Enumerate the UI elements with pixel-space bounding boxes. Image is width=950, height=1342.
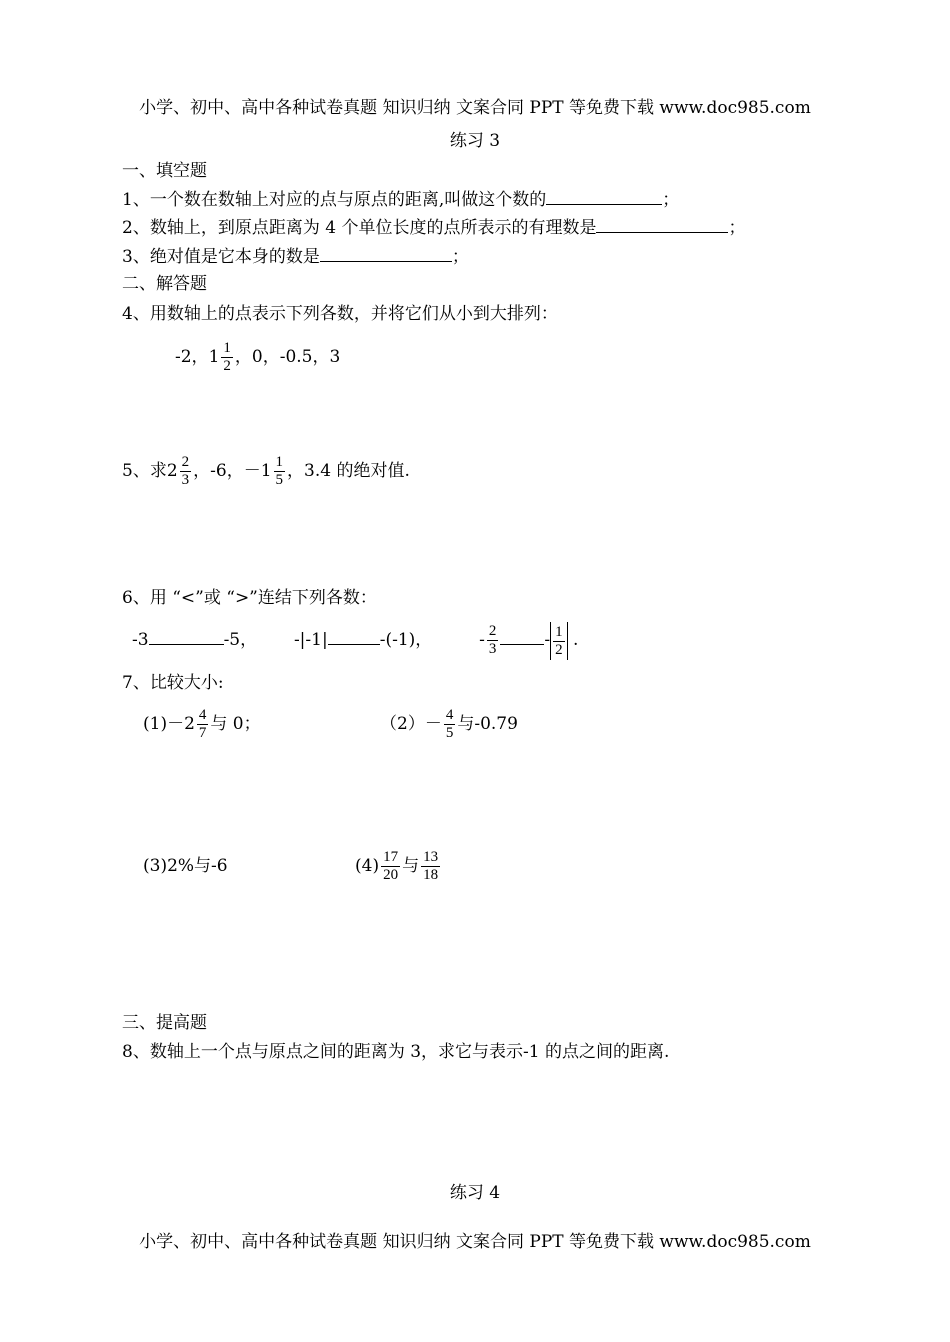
question-5	[122, 452, 410, 490]
part-text: 与	[402, 856, 420, 876]
denominator: 3	[181, 472, 190, 488]
page-header: 小学、初中、高中各种试卷真题 知识归纳 文案合同 PPT 等免费下载 www.doc985.com	[139, 98, 811, 118]
fraction	[421, 849, 440, 884]
question-3-text: 3、绝对值是它本身的数是	[122, 247, 320, 267]
numerator: 1	[555, 623, 563, 640]
denominator: 2	[223, 358, 231, 374]
absolute-value	[550, 622, 568, 660]
denominator: 5	[275, 472, 284, 488]
denominator: 7	[198, 725, 207, 741]
answer-blank[interactable]	[596, 216, 728, 233]
question-2	[122, 216, 745, 239]
fraction	[444, 707, 456, 742]
numerator: 1	[275, 454, 284, 470]
fraction	[197, 707, 209, 742]
question-4-numbers	[175, 338, 340, 376]
fraction	[221, 340, 233, 375]
part-text: 与-0.79	[457, 714, 518, 734]
exercise-title-4: 练习 4	[449, 1183, 501, 1203]
part-label: (1)－2	[143, 714, 195, 734]
answer-blank[interactable]	[546, 188, 662, 205]
number-item: -2，	[175, 347, 209, 367]
question-4: 4、用数轴上的点表示下列各数，并将它们从小到大排列：	[122, 304, 558, 324]
compare-right: -(-1)，	[379, 630, 433, 650]
question-7-part-1	[143, 705, 261, 743]
numerator: 1	[223, 340, 231, 356]
question-7-part-2	[380, 705, 518, 743]
question-5-rest: ，3.4 的绝对值.	[287, 461, 410, 481]
number-list-rest: ，0，-0.5，3	[234, 347, 341, 367]
section-fill-blank: 一、填空题	[122, 161, 207, 181]
question-7: 7、比较大小:	[122, 673, 224, 693]
denominator: 5	[445, 725, 454, 741]
numerator: 4	[445, 707, 454, 723]
question-2-end: ；	[728, 218, 746, 238]
denominator: 3	[488, 641, 497, 657]
question-1	[122, 188, 679, 211]
numerator: 2	[488, 623, 497, 639]
fraction	[553, 624, 565, 659]
denominator: 18	[423, 867, 439, 883]
denominator: 2	[555, 641, 563, 658]
question-6: 6、用 “<”或 “>”连结下列各数：	[122, 588, 377, 608]
compare-left: -|-1|	[293, 630, 328, 650]
question-1-text: 1、一个数在数轴上对应的点与原点的距离,叫做这个数的	[122, 190, 547, 210]
question-2-text: 2、数轴上，到原点距离为 4 个单位长度的点所表示的有理数是	[122, 218, 597, 238]
minus-sign: -	[544, 630, 551, 650]
page-footer: 小学、初中、高中各种试卷真题 知识归纳 文案合同 PPT 等免费下载 www.doc985.com	[139, 1232, 811, 1252]
part-text: 与 0；	[210, 714, 261, 734]
question-1-end: ；	[662, 190, 680, 210]
part-label: (4)	[355, 856, 380, 876]
section-solve: 二、解答题	[122, 274, 207, 294]
compare-left: -3	[132, 630, 149, 650]
numerator: 2	[181, 454, 190, 470]
fraction	[180, 454, 192, 489]
fraction	[381, 849, 400, 884]
mixed-number-int: 2	[166, 461, 178, 481]
numerator: 13	[423, 849, 439, 865]
question-8: 8、数轴上一个点与原点之间的距离为 3，求它与表示-1 的点之间的距离.	[122, 1042, 670, 1062]
answer-blank[interactable]	[320, 245, 452, 262]
mixed-number-int: 1	[208, 347, 220, 367]
section-advanced: 三、提高题	[122, 1013, 207, 1033]
compare-right: -5，	[223, 630, 258, 650]
denominator: 20	[383, 867, 399, 883]
period: .	[573, 630, 579, 650]
question-3	[122, 245, 469, 268]
question-6-items	[132, 621, 578, 660]
answer-blank[interactable]	[328, 628, 380, 645]
question-5-mid: ，-6，	[193, 461, 244, 481]
answer-blank[interactable]	[500, 628, 544, 645]
fraction	[487, 623, 499, 658]
part-label: （2）－	[380, 714, 442, 734]
numerator: 17	[383, 849, 399, 865]
minus-sign: -	[479, 630, 485, 650]
question-3-end: ；	[451, 247, 469, 267]
question-5-prefix: 5、求	[122, 461, 167, 481]
question-7-part-4	[355, 847, 442, 885]
question-7-part-3: (3)2%与-6	[143, 856, 228, 876]
numerator: 4	[198, 707, 207, 723]
exercise-title-3: 练习 3	[449, 131, 501, 151]
fraction	[274, 454, 286, 489]
answer-blank[interactable]	[149, 628, 224, 645]
mixed-number-int: －1	[243, 461, 272, 481]
